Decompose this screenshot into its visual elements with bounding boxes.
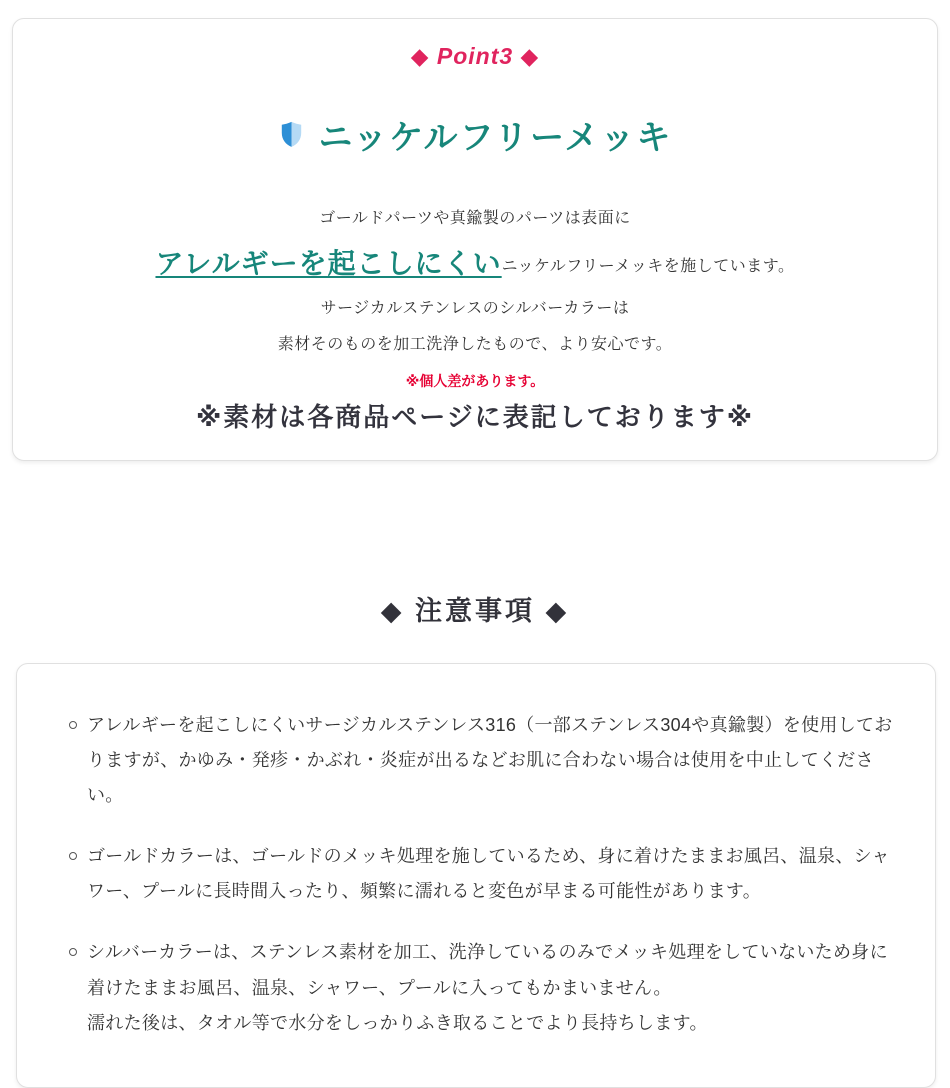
point3-card: [12, 18, 938, 461]
point3-title-row: [33, 110, 917, 159]
notice-heading: ◆ 注意事項 ◆: [380, 596, 570, 626]
notice-item-gold-color: ゴールドカラーは、ゴールドのメッキ処理を施しているため、身に着けたままお風呂、温泉、シャワー、プールに長時間入ったり、頻繁に濡れると変色が早まる可能性があります。: [69, 839, 895, 909]
point3-body-line3: サージカルステンレスのシルバーカラーは: [320, 300, 630, 317]
point3-body-line2-rest: ニッケルフリーメッキを施しています。: [501, 258, 795, 275]
notice-item-silver-color: シルバーカラーは、ステンレス素材を加工、洗浄しているのみでメッキ処理をしていないため身に着けたままお風呂、温泉、シャワー、プールに入ってもかまいません。 濡れた後は、タオル等で水分をしっかりふき取ることでより長持ちします。: [69, 935, 895, 1040]
point3-badge: ◆ Point3 ◆: [410, 43, 540, 69]
material-note: ※素材は各商品ページに表記しております※: [195, 402, 755, 432]
point3-title: ニッケルフリーメッキ: [318, 119, 673, 157]
individual-difference-note: ※個人差があります。: [405, 373, 545, 389]
product-info-page: [0, 18, 950, 1033]
notice-item-allergy: アレルギーを起こしにくいサージカルステンレス316（一部ステンレス304や真鍮製）を使用しておりますが、かゆみ・発疹・かぶれ・炎症が出るなどお肌に合わない場合は使用を中止してください。: [69, 708, 895, 813]
point3-body-line2: [33, 242, 917, 282]
point3-body-line1: ゴールドパーツや真鍮製のパーツは表面に: [319, 210, 631, 227]
notice-list: [69, 708, 895, 1041]
point3-body-line4: 素材そのものを加工洗浄したもので、より安心です。: [277, 336, 673, 353]
allergy-highlight-text: アレルギーを起こしにくい: [155, 248, 502, 279]
notice-card: [16, 663, 936, 1088]
shield-icon: [278, 118, 305, 151]
